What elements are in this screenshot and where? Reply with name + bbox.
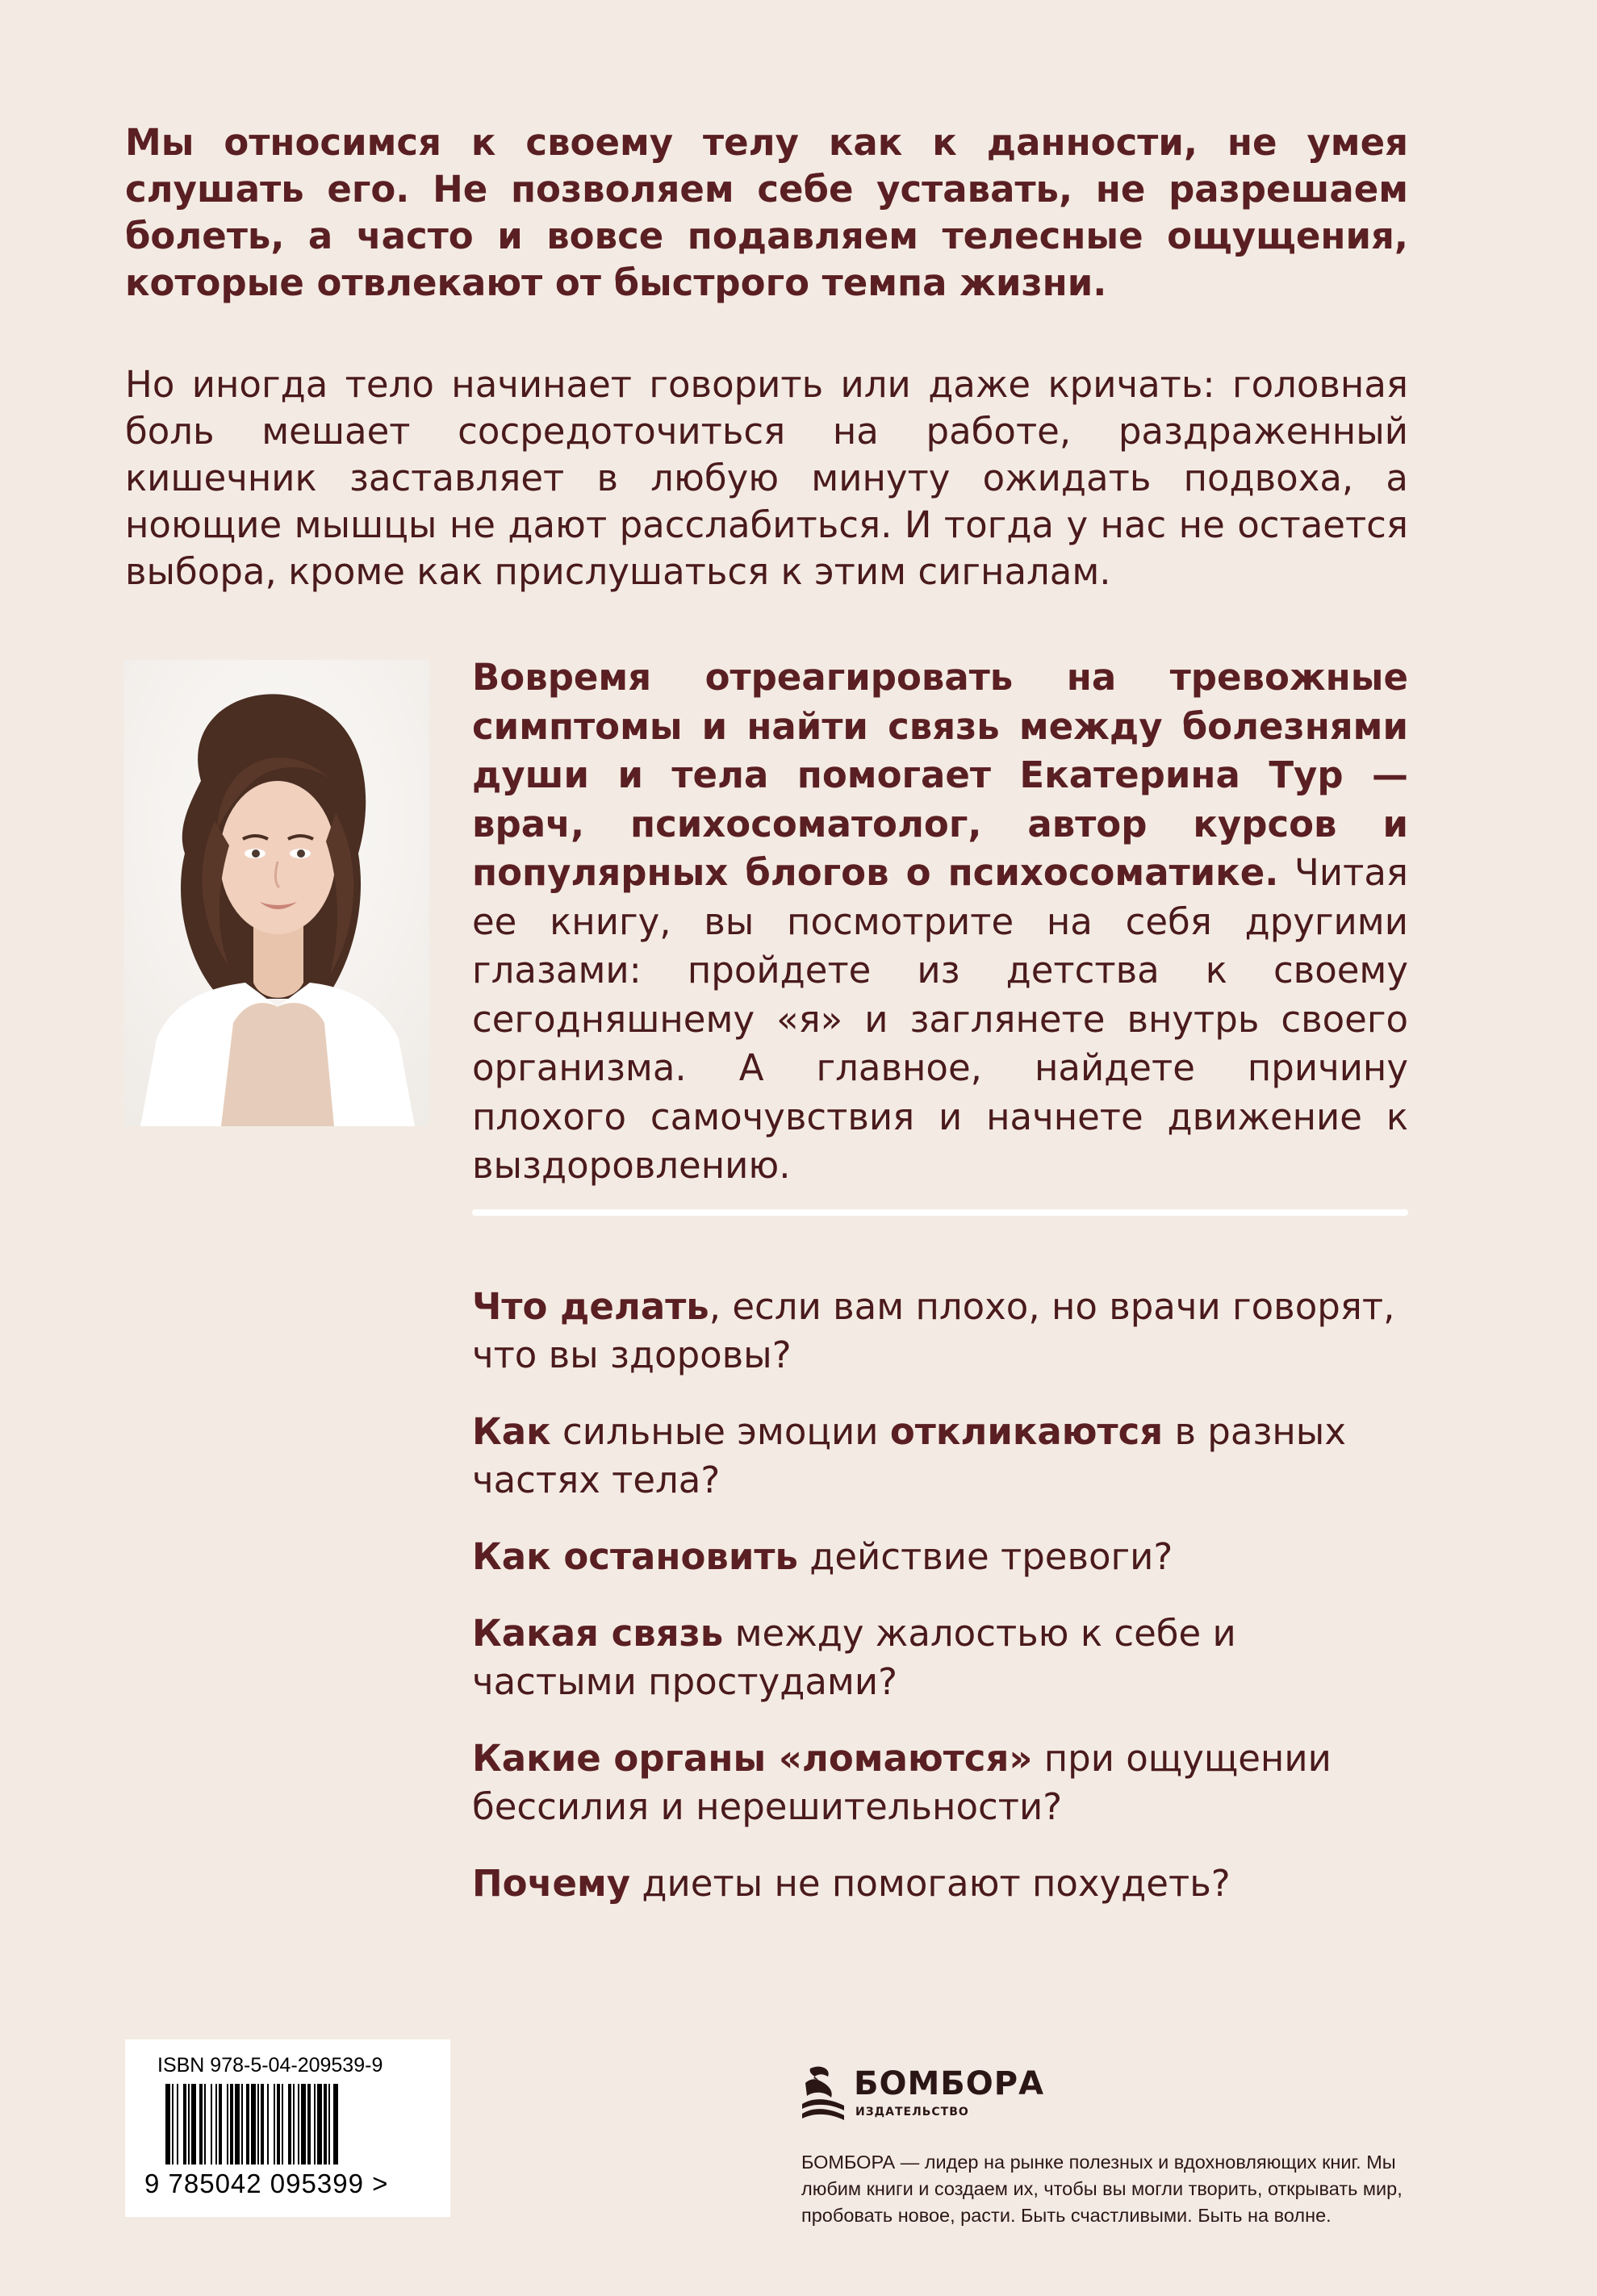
question-text-secondary: в разных частях тела?	[472, 1410, 1346, 1501]
question-text: диеты не помогают похудеть?	[630, 1862, 1231, 1905]
question-item	[472, 1283, 1408, 1380]
question-text: при ощущении бессилия и нерешительности?	[472, 1737, 1332, 1828]
publisher-logo-name: БОМБОРА	[854, 2065, 1045, 2102]
barcode-bar	[199, 2084, 203, 2165]
barcode-bar	[165, 2084, 170, 2165]
barcode-bar	[191, 2084, 196, 2165]
second-paragraph: Но иногда тело начинает говорить или даже кричать: головная боль мешает сосредоточиться на работе, раздраженный кишечник заставляет в любую минуту ожидать подвоха, а ноющие мышцы не дают расслабиться. И тогда у нас не остается выбора, кроме как прислушаться к этим сигналам.	[125, 363, 1408, 593]
question-text: действие тревоги?	[797, 1535, 1173, 1578]
question-list	[472, 1283, 1408, 1936]
barcode-bars	[165, 2084, 408, 2165]
question-bold: Какие органы «ломаются»	[472, 1737, 1033, 1780]
barcode-bar	[307, 2084, 311, 2165]
isbn-label: ISBN 978-5-04-209539-9	[157, 2054, 383, 2077]
barcode-bar	[246, 2084, 249, 2165]
intro-paragraph: Мы относимся к своему телу как к данности, не умея слушать его. Не позволяем себе уставать, не разрешаем болеть, а часто и вовсе подавляем телесные ощущения, которые отвлекают от быстрого темпа жизни.	[125, 121, 1408, 304]
barcode-bar	[314, 2084, 316, 2165]
barcode-bar	[274, 2084, 275, 2165]
question-item	[472, 1609, 1408, 1706]
question-bold: Почему	[472, 1862, 631, 1905]
author-photo	[124, 660, 429, 1126]
barcode-bar	[333, 2084, 338, 2165]
question-item	[472, 1408, 1408, 1505]
barcode-bar	[183, 2084, 186, 2165]
barcode-bar	[267, 2084, 269, 2165]
barcode-bar	[227, 2084, 228, 2165]
barcode-bar	[172, 2084, 173, 2165]
question-bold: Что делать	[472, 1285, 709, 1328]
barcode-bar	[215, 2084, 217, 2165]
author-description-bold: Вовремя отреагировать на тревожные симптомы и найти связь между болезнями души и тела помогает Екатерина Тур — врач, психосоматолог, автор курсов и популярных блогов о психосоматике.	[472, 656, 1408, 894]
publisher-description: БОМБОРА — лидер на рынке полезных и вдохновляющих книг. Мы любим книги и создаем их, чтобы вы могли творить, открывать мир, пробовать новое, расти. Быть счастливыми. Быть на волне.	[801, 2152, 1403, 2226]
barcode-bar	[324, 2084, 327, 2165]
barcode-bar	[298, 2084, 299, 2165]
question-item	[472, 1735, 1408, 1831]
publisher-logo	[799, 2064, 1045, 2136]
barcode-bar	[235, 2084, 240, 2165]
barcode-bar	[282, 2084, 283, 2165]
barcode-bar	[177, 2084, 178, 2165]
question-text: между жалостью к себе и частыми простудами?	[472, 1612, 1236, 1703]
question-item	[472, 1860, 1408, 1908]
bombora-wave-icon	[799, 2064, 849, 2128]
question-text: , если вам плохо, но врачи говорят, что вы здоровы?	[472, 1285, 1395, 1376]
barcode-bar	[251, 2084, 256, 2165]
barcode-bar	[257, 2084, 259, 2165]
question-bold-secondary: откликаются	[889, 1410, 1164, 1453]
barcode-bar	[328, 2084, 330, 2165]
question-text: сильные эмоции	[550, 1410, 890, 1453]
author-description-regular: Читая ее книгу, вы посмотрите на себя другими глазами: пройдете из детства к своему сегодняшнему «я» и заглянете внутрь своего организма. А главное, найдете причину плохого самочувствия и начнете движение к выздоровлению.	[472, 851, 1408, 1187]
section-divider	[472, 1209, 1408, 1216]
barcode-bar	[288, 2084, 291, 2165]
barcode-bar	[230, 2084, 233, 2165]
barcode-bar	[204, 2084, 206, 2165]
barcode-bar	[241, 2084, 243, 2165]
barcode-bar	[211, 2084, 212, 2165]
publisher-logo-subtitle: ИЗДАТЕЛЬСТВО	[855, 2106, 969, 2119]
barcode-bar	[277, 2084, 280, 2165]
barcode-digits: 9 785042 095399 >	[144, 2169, 389, 2198]
barcode-bar	[261, 2084, 264, 2165]
barcode-bar	[317, 2084, 322, 2165]
question-item	[472, 1533, 1408, 1581]
barcode-bar	[293, 2084, 295, 2165]
question-bold: Какая связь	[472, 1612, 724, 1655]
question-bold: Как	[472, 1410, 551, 1453]
author-description	[472, 653, 1408, 1191]
question-bold: Как остановить	[472, 1535, 798, 1578]
barcode-bar	[301, 2084, 306, 2165]
barcode-bar	[188, 2084, 190, 2165]
barcode-bar	[219, 2084, 222, 2165]
barcode-block	[125, 2039, 450, 2217]
